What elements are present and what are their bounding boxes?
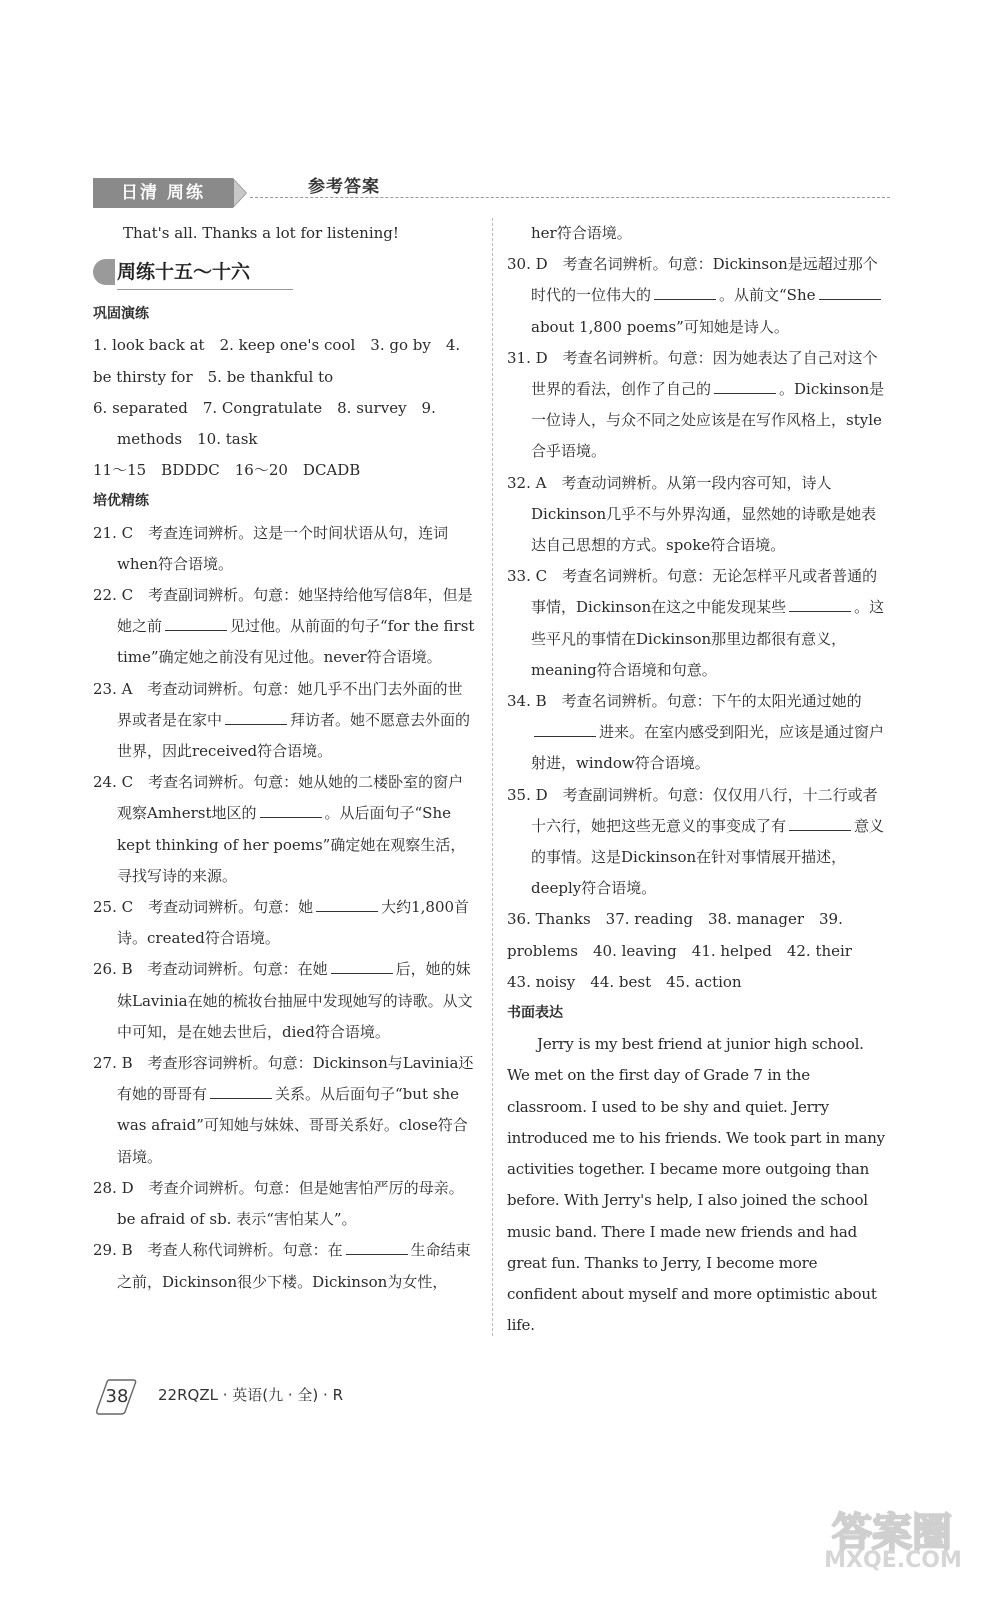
answer-35-part2: 意义的事情。这是Dickinson在针对事情展开描述，deeply符合语境。 bbox=[531, 816, 885, 898]
answer-30-part3: about 1,800 poems”可知她是诗人。 bbox=[531, 317, 789, 336]
answer-35-part1: 35. D 考查副词辨析。句意：仅仅用八行，十二行或者十六行，她把这些无意义的事变成了有 bbox=[507, 785, 878, 835]
answer-29 bbox=[93, 1235, 475, 1297]
fill-blank bbox=[819, 285, 881, 300]
answer-33-part2: 。这些平凡的事情在Dickinson那里边都很有意义，meaning符合语境和句意。 bbox=[531, 598, 885, 679]
answer-31-part1: 31. D 考查名词辨析。句意：因为她表达了自己对这个世界的看法，创作了自己的 bbox=[507, 348, 878, 399]
subheading-advanced: 培优精练 bbox=[93, 493, 149, 510]
answer-25 bbox=[93, 892, 475, 954]
answer-29-part2: 生命结束之前，Dickinson很少下楼。Dickinson为女性， bbox=[117, 1241, 471, 1291]
watermark-logo-icon bbox=[812, 1500, 972, 1590]
section-heading bbox=[93, 255, 475, 289]
answer-29-continued: her符合语境。 bbox=[531, 224, 632, 242]
header-tab-label: 日清 周练 bbox=[121, 183, 205, 203]
section-title: 周练十五～十六 bbox=[117, 261, 251, 284]
answer-23-part1: 23. A 考查动词辨析。句意：她几乎不出门去外面的世界或者是在家中 bbox=[93, 679, 463, 729]
answers-36-45: 36. Thanks 37. reading 38. manager 39. problems 40. leaving 41. helped 42. their 43. noisy 44. best 45. action bbox=[507, 910, 867, 991]
intro-line: That's all. Thanks a lot for listening! bbox=[123, 224, 399, 242]
subheading-consolidation: 巩固演练 bbox=[93, 306, 149, 323]
answer-27-part1: 27. B 考查形容词辨析。句意：Dickinson与Lavinia还有她的哥哥有 bbox=[93, 1054, 474, 1104]
answer-32: 32. A 考查动词辨析。从第一段内容可知，诗人Dickinson几乎不与外界沟通，显然她的诗歌是她表达自己思想的方式。spoke符合语境。 bbox=[507, 473, 877, 555]
answer-22-part1: 22. C 考查副词辨析。句意：她坚持给他写信8年，但是她之前 bbox=[93, 586, 473, 636]
answer-25-part1: 25. C 考查动词辨析。句意：她 bbox=[93, 898, 314, 917]
answer-26 bbox=[93, 954, 475, 1048]
answer-33 bbox=[507, 561, 890, 686]
answer-25-part2: 大约1,800首诗。created符合语境。 bbox=[117, 898, 470, 948]
answer-27-part2: 关系。从后面句子“but she was afraid”可知她与妹妹、哥哥关系好。close符合语境。 bbox=[117, 1085, 468, 1166]
fill-blank bbox=[714, 379, 776, 394]
section-marker-icon bbox=[93, 259, 115, 285]
answers-1-5: 1. look back at 2. keep one's cool 3. go by 4. be thirsty for 5. be thankful to bbox=[93, 336, 461, 386]
watermark-url: MXQE.COM bbox=[824, 1548, 962, 1573]
page-number: 38 bbox=[105, 1386, 129, 1407]
fill-blank bbox=[789, 816, 851, 831]
answer-21: 21. C 考查连词辨析。这是一个时间状语从句，连词when符合语境。 bbox=[93, 523, 449, 573]
answer-35 bbox=[507, 780, 890, 905]
answer-34 bbox=[507, 686, 890, 780]
fill-blank bbox=[210, 1084, 272, 1099]
answer-28: 28. D 考查介词辨析。句意：但是她害怕严厉的母亲。be afraid of sb. 表示“害怕某人”。 bbox=[93, 1178, 464, 1229]
left-column bbox=[93, 218, 475, 1298]
answer-33-part1: 33. C 考查名词辨析。句意：无论怎样平凡或者普通的事情，Dickinson在这之中能发现某些 bbox=[507, 567, 878, 617]
section-underline bbox=[117, 289, 293, 290]
answers-11-20: 11～15 BDDDC 16～20 DCADB bbox=[93, 461, 361, 480]
answer-24-part1: 24. C 考查名词辨析。句意：她从她的二楼卧室的窗户观察Amherst地区的 bbox=[93, 773, 464, 823]
answer-34-part2: 进来。在室内感受到阳光，应该是通过窗户射进，window符合语境。 bbox=[531, 723, 885, 773]
answer-29-part1: 29. B 考查人称代词辨析。句意：在 bbox=[93, 1241, 343, 1260]
answer-24 bbox=[93, 767, 475, 892]
header-divider bbox=[250, 197, 890, 198]
answer-30 bbox=[507, 249, 890, 343]
answer-23 bbox=[93, 674, 475, 768]
answer-26-part1: 26. B 考查动词辨析。句意：在她 bbox=[93, 960, 328, 979]
answer-24-part2: 。从后面句子“She kept thinking of her poems”确定她在观察生活，寻找写诗的来源。 bbox=[117, 804, 466, 885]
fill-blank bbox=[165, 616, 227, 631]
fill-blank bbox=[534, 722, 596, 737]
answer-23-part2: 拜访者。她不愿意去外面的世界，因此received符合语境。 bbox=[117, 710, 471, 761]
column-divider bbox=[492, 218, 493, 1336]
chevron-right-icon bbox=[234, 180, 246, 206]
answer-31 bbox=[507, 343, 890, 468]
answer-30-part2: 。从前文“She bbox=[719, 286, 816, 305]
writing-essay: Jerry is my best friend at junior high school. We met on the first day of Grade 7 in the classroom. I used to be shy and quiet. Jerry introduced me to his friends. We took part in many activities together. I became more outgoing than before. With Jerry's help, I also joined the school music band. There I made new friends and had great fun. Thanks to Jerry, I become more confident about myself and more optimistic about life. bbox=[507, 1035, 885, 1335]
fill-blank bbox=[260, 803, 322, 818]
watermark-logo-text: 答案圈 bbox=[832, 1510, 952, 1556]
header-tab bbox=[93, 178, 233, 208]
fill-blank bbox=[346, 1240, 408, 1255]
fill-blank bbox=[225, 710, 287, 725]
fill-blank bbox=[789, 597, 851, 612]
book-code: 22RQZL · 英语(九 · 全) · R bbox=[158, 1386, 343, 1404]
answer-22-part2: 见过他。从前面的句子“for the first time”确定她之前没有见过他。never符合语境。 bbox=[117, 617, 475, 667]
right-column bbox=[507, 218, 890, 1341]
answer-26-part2: 后，她的妹妹Lavinia在她的梳妆台抽屉中发现她写的诗歌。从文中可知，是在她去世后，died符合语境。 bbox=[117, 960, 473, 1041]
answer-27 bbox=[93, 1048, 475, 1173]
answers-6-10: 6. separated 7. Congratulate 8. survey 9. methods 10. task bbox=[93, 398, 436, 449]
fill-blank bbox=[331, 959, 393, 974]
subheading-writing: 书面表达 bbox=[507, 1005, 563, 1022]
answer-30-part1: 30. D 考查名词辨析。句意：Dickinson是远超过那个时代的一位伟大的 bbox=[507, 255, 878, 305]
answer-34-part1: 34. B 考查名词辨析。句意：下午的太阳光通过她的 bbox=[507, 692, 862, 711]
answer-22 bbox=[93, 580, 475, 674]
answer-31-part2: 。Dickinson是一位诗人，与众不同之处应该是在写作风格上，style合乎语境。 bbox=[531, 380, 885, 461]
fill-blank bbox=[316, 897, 378, 912]
fill-blank bbox=[654, 285, 716, 300]
page-title: 参考答案 bbox=[308, 177, 380, 197]
